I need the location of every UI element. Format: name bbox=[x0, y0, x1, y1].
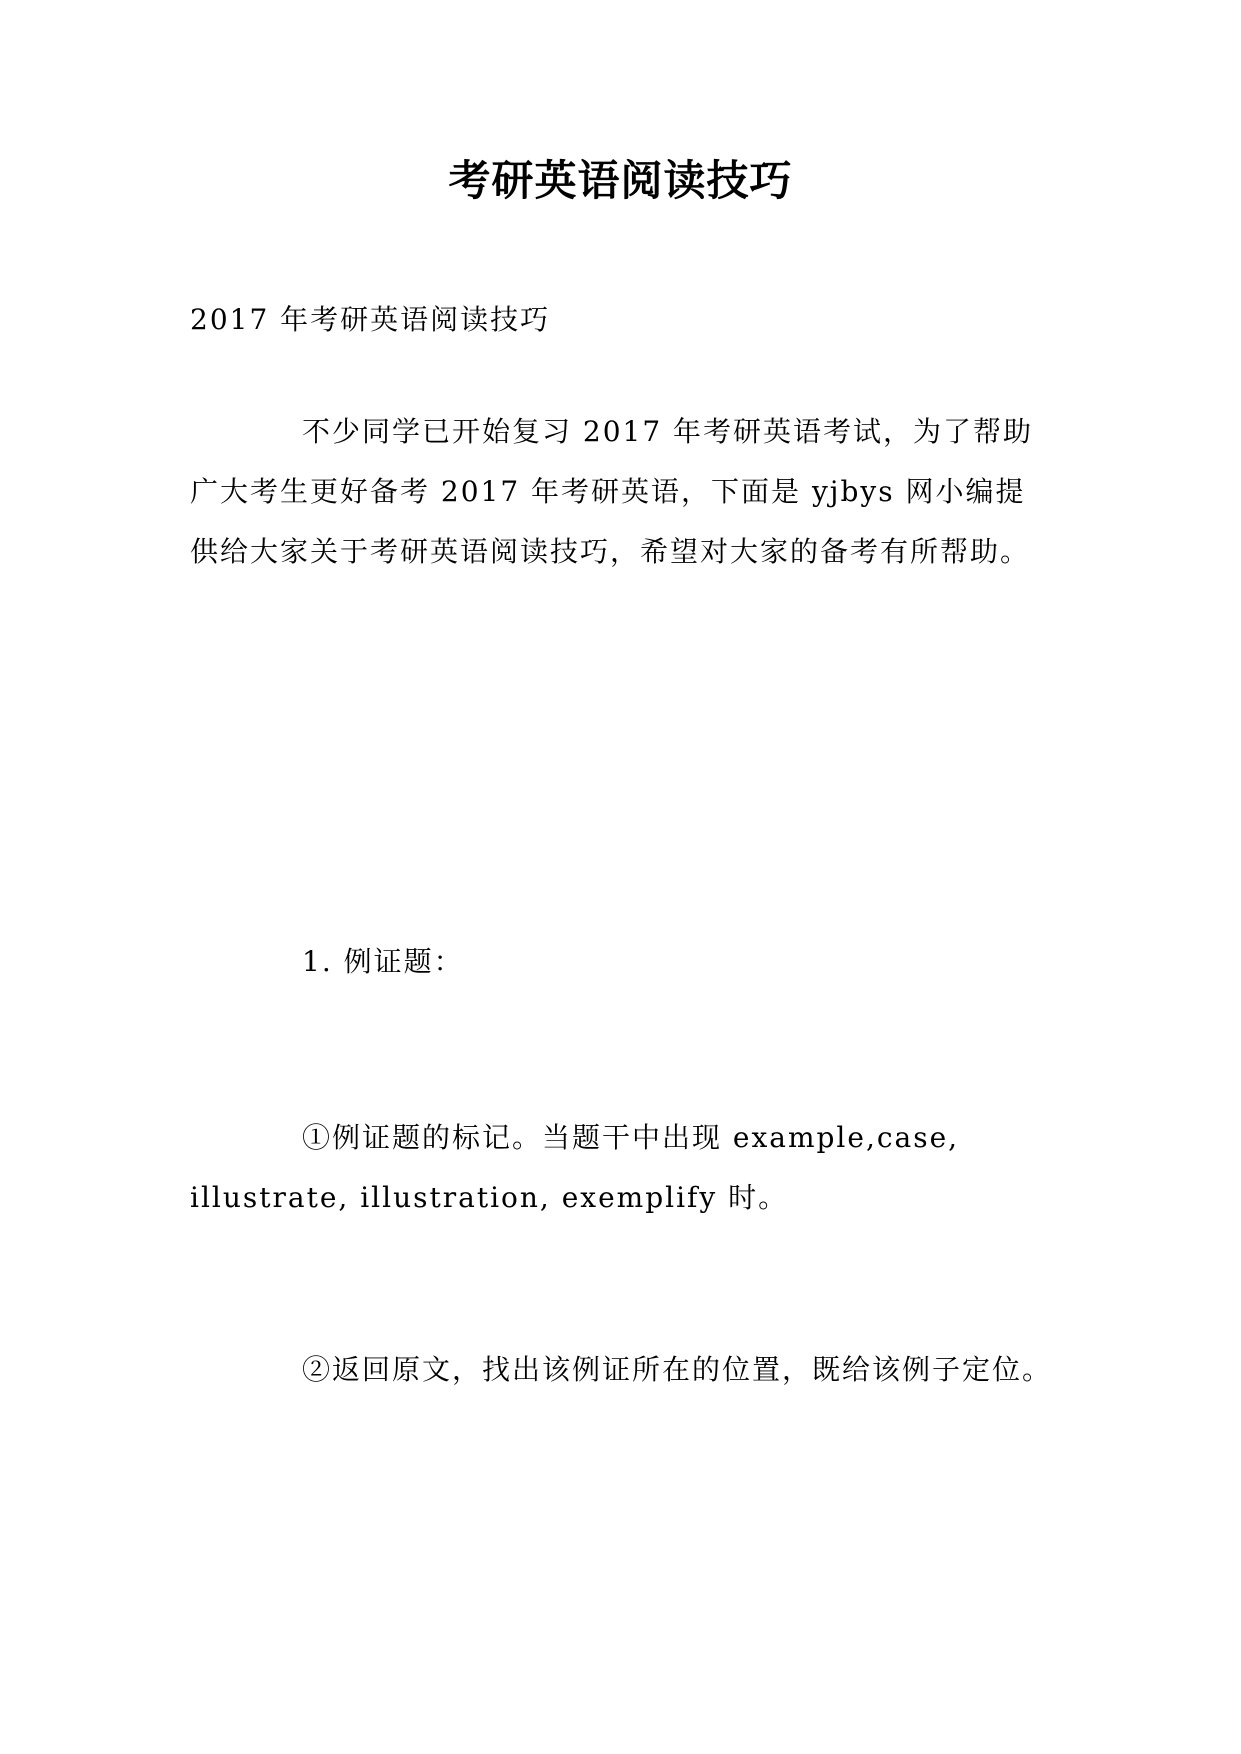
point-paragraph-2: ②返回原文，找出该例证所在的位置，既给该例子定位。 bbox=[302, 1353, 1053, 1386]
point-paragraph-1: ①例证题的标记。当题干中出现 example,case, illustrate, illustration, exemplify 时。 bbox=[190, 1121, 960, 1214]
document-title: 考研英语阅读技巧 bbox=[448, 156, 793, 205]
intro-paragraph: 不少同学已开始复习 2017 年考研英语考试，为了帮助广大考生更好备考 2017 年考研英语，下面是 yjbys 网小编提供给大家关于考研英语阅读技巧，希望对大家的备考有所帮助。 bbox=[190, 415, 1034, 568]
section-heading-example-questions: 1. 例证题： bbox=[302, 945, 464, 978]
document-subtitle: 2017 年考研英语阅读技巧 bbox=[190, 303, 551, 336]
